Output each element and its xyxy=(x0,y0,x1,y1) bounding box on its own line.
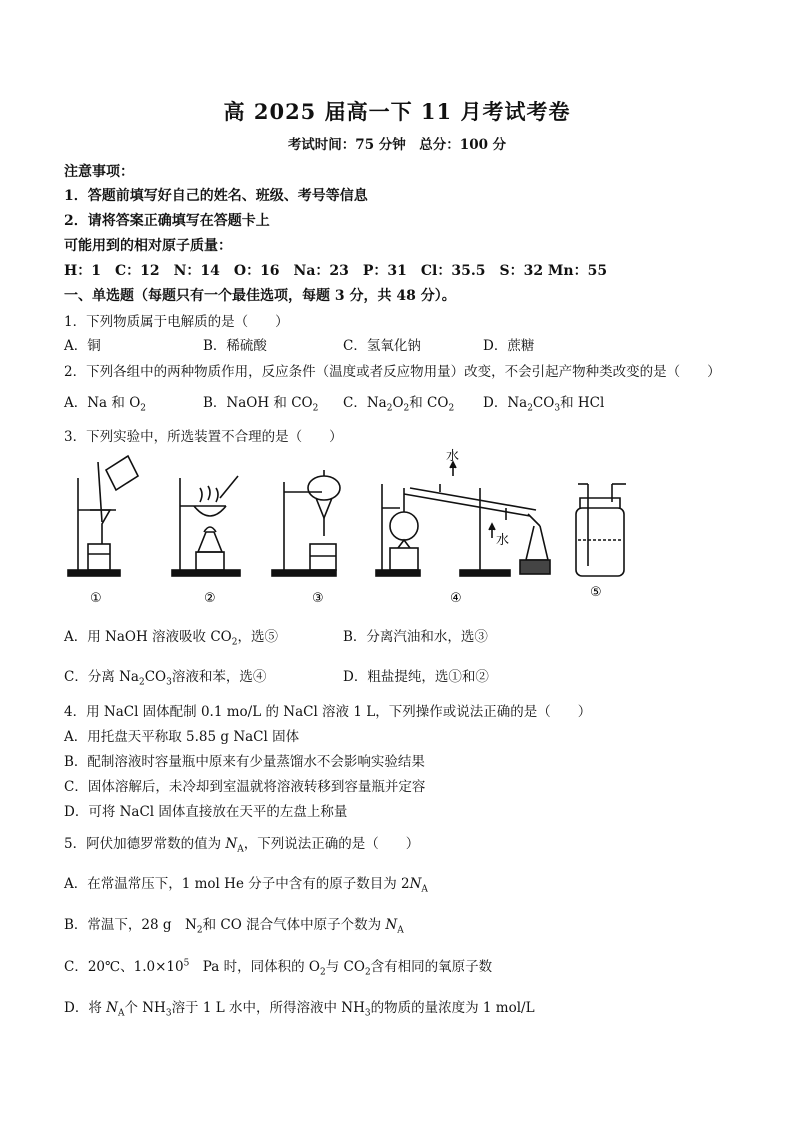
notice-item-2: 2．请将答案正确填写在答题卡上 xyxy=(64,213,270,229)
apparatus-label-5: ⑤ xyxy=(590,585,602,600)
q3-stem: 3．下列实验中，所选装置不合理的是（ ） xyxy=(64,429,343,445)
apparatus-label-1: ① xyxy=(90,591,102,606)
water-label-bottom: 水 xyxy=(496,533,510,548)
q4-option-c: C．固体溶解后，未冷却到室温就将溶液转移到容量瓶并定容 xyxy=(64,779,426,795)
water-label-top: 水 xyxy=(446,449,460,464)
q3-option-b: B．分离汽油和水，选③ xyxy=(343,629,488,645)
apparatus-label-3: ③ xyxy=(312,591,324,606)
q3-option-c: C．分离 $Na_2CO_3$溶液和苯，选④ xyxy=(64,669,267,688)
q5-option-b: B．常温下，28 g $N_2$和 CO 混合气体中原子个数为 $N_A$ xyxy=(64,917,404,936)
q1-option-b: B．稀硫酸 xyxy=(203,338,267,354)
apparatus-evaporation xyxy=(172,476,240,576)
apparatus-filtration xyxy=(68,456,138,576)
q5-stem: 5．阿伏加德罗常数的值为 $N_A$，下列说法正确的是（ ） xyxy=(64,836,420,855)
q2-option-b: B．NaOH 和 $CO_2$ xyxy=(203,395,319,414)
apparatus-label-2: ② xyxy=(204,591,216,606)
exam-subtitle: 考试时间：75 分钟 总分：100 分 xyxy=(287,137,507,153)
q5-option-c: C．20℃、$1.0\times 10^5$ Pa 时，同体积的 $O_2$与 $CO_2$含有相同的氧原子数 xyxy=(64,958,493,978)
q4-stem: 4．用 NaCl 固体配制 0.1 mo/L 的 NaCl 溶液 1 L，下列操作或说法正确的是（ ） xyxy=(64,704,592,720)
exam-title: 高 2025 届高一下 11 月考试考卷 xyxy=(223,99,571,124)
q5-option-a: A．在常温常压下，1 mol He 分子中含有的原子数目为 $2N_A$ xyxy=(64,876,428,895)
q2-option-c: C．$Na_2O_2$和 $CO_2$ xyxy=(343,395,455,414)
apparatus-separatory-funnel xyxy=(272,470,340,576)
q4-option-d: D．可将 NaCl 固体直接放在天平的左盘上称量 xyxy=(64,804,348,820)
q1-stem: 1．下列物质属于电解质的是（ ） xyxy=(64,314,289,330)
q3-option-d: D．粗盐提纯，选①和② xyxy=(343,669,489,685)
section-heading: 一、单选题（每题只有一个最佳选项，每题 3 分，共 48 分）。 xyxy=(64,288,456,304)
q3-option-a: A．用 NaOH 溶液吸收 $CO_2$，选⑤ xyxy=(64,629,278,648)
apparatus-label-4: ④ xyxy=(450,591,462,606)
q4-option-a: A．用托盘天平称取 5.85 g NaCl 固体 xyxy=(64,729,300,745)
q2-stem: 2．下列各组中的两种物质作用，反应条件（温度或者反应物用量）改变，不会引起产物种类改变的是（ ） xyxy=(64,364,721,380)
atomic-mass-heading: 可能用到的相对原子质量： xyxy=(64,238,232,254)
notice-heading: 注意事项： xyxy=(64,164,134,180)
apparatus-gas-washing-bottle xyxy=(576,484,626,576)
apparatus-distillation xyxy=(376,484,550,576)
q2-option-a: A．Na 和 $O_2$ xyxy=(64,395,146,414)
notice-item-1: 1．答题前填写好自己的姓名、班级、考号等信息 xyxy=(64,188,368,204)
q1-option-d: D．蔗糖 xyxy=(483,338,535,354)
q1-option-a: A．铜 xyxy=(64,338,101,354)
q2-option-d: D．$Na_2CO_3$和 HCl xyxy=(483,395,605,414)
q4-option-b: B．配制溶液时容量瓶中原来有少量蒸馏水不会影响实验结果 xyxy=(64,754,425,770)
atomic-mass-list: H：1 C：12 N：14 O：16 Na：23 P：31 Cl：35.5 S：32 Mn：55 xyxy=(64,263,608,279)
apparatus-figure xyxy=(60,448,660,608)
q1-option-c: C．氢氧化钠 xyxy=(343,338,421,354)
q5-option-d: D．将 $N_A$个 $NH_3$溶于 1 L 水中，所得溶液中 $NH_3$的物质的量浓度为 1 mol/L xyxy=(64,1000,535,1019)
